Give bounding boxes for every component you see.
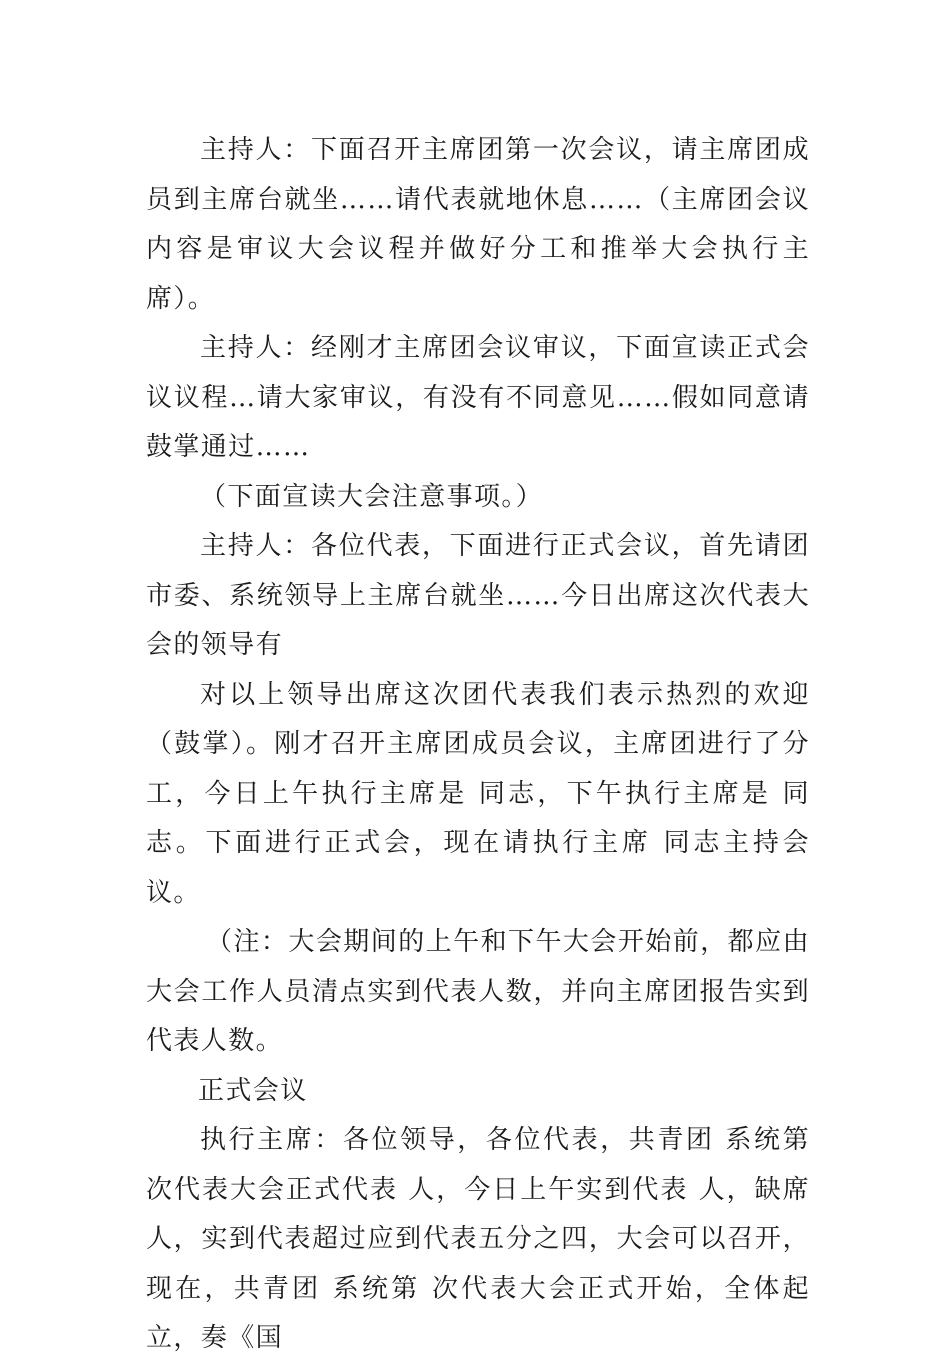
section-heading-formal-meeting: 正式会议	[198, 1075, 308, 1106]
paragraph-leaders-seated: 主持人：各位代表，下面进行正式会议，首先请团市委、系统领导上主席台就坐……今日出席这次代表大会的领导有	[146, 531, 810, 660]
paragraph-welcome-leaders: 对以上领导出席这次团代表我们表示热烈的欢迎（鼓掌）。刚才召开主席团成员会议，主席团进行了分工，今日上午执行主席是 同志，下午执行主席是 同志。下面进行正式会，现在请执行主席 同志主持会议。	[146, 679, 810, 908]
paragraph-agenda-review: 主持人：经刚才主席团会议审议，下面宣读正式会议议程…请大家审议，有没有不同意见……假如同意请鼓掌通过……	[146, 333, 810, 462]
paragraph-note-headcount: （注：大会期间的上午和下午大会开始前，都应由大会工作人员清点实到代表人数，并向主席团报告实到代表人数。	[146, 927, 810, 1056]
paragraph-executive-chair-opening: 执行主席：各位领导，各位代表，共青团 系统第 次代表大会正式代表 人，今日上午实到代表 人，缺席 人，实到代表超过应到代表五分之四，大会可以召开，现在，共青团 系统第 次代表大会正式开始，全体起立，奏《国	[146, 1125, 810, 1353]
paragraph-notice-reading: （下面宣读大会注意事项。）	[200, 481, 544, 512]
paragraph-presidium-first-meeting: 主持人：下面召开主席团第一次会议，请主席团成员到主席台就坐……请代表就地休息……（主席团会议内容是审议大会议程并做好分工和推举大会执行主席）。	[146, 135, 810, 314]
document-body	[146, 126, 810, 1364]
